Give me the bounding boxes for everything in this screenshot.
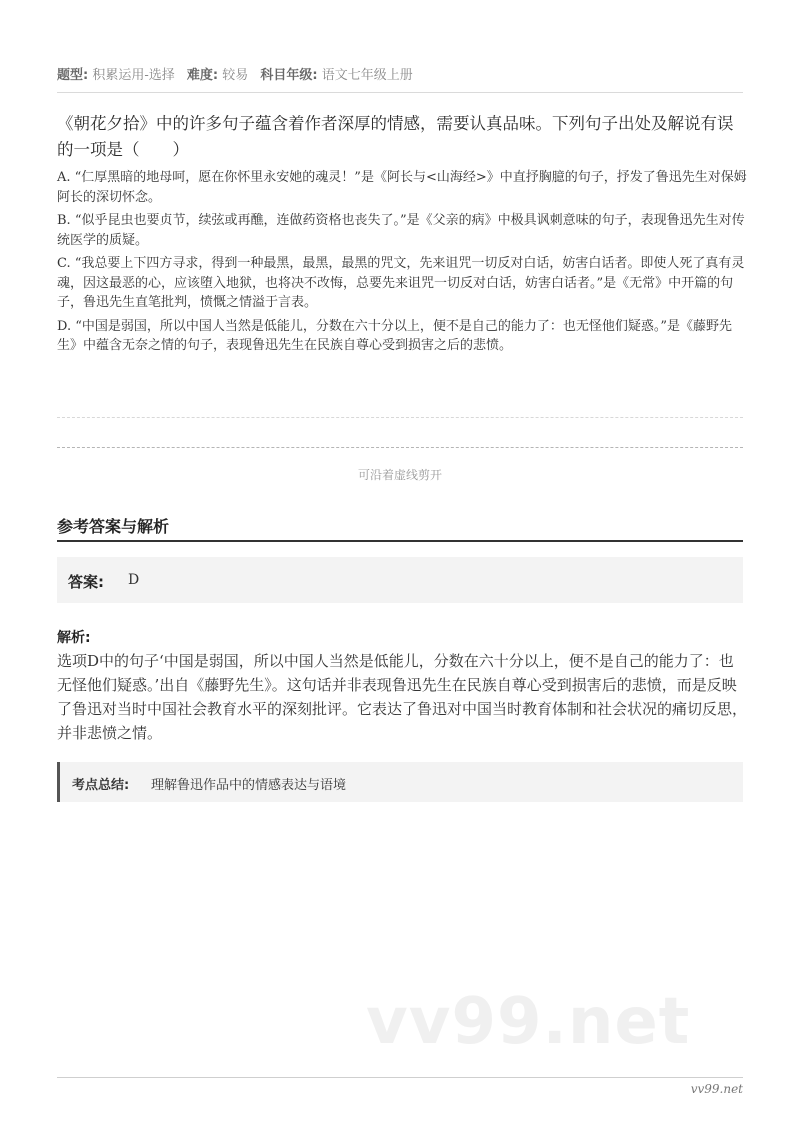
- header-divider: [57, 92, 743, 93]
- watermark: vv99.net: [366, 985, 691, 1059]
- option-c: C. “我总要上下四方寻求，得到一种最黑，最黑，最黑的咒文，先来诅咒一切反对白话，妨害白话者。即使人死了真有灵魂，因这最恶的心，应该堕入地狱，也将决不改悔，总要先来诅咒一切反对白话，妨害白话者。”是《无常》中开篇的句子，鲁迅先生直笔批判，愤慨之情溢于言表。: [57, 256, 745, 310]
- option-b: B. “似乎昆虫也要贞节，续弦或再醮，连做药资格也丧失了。”是《父亲的病》中极具讽刺意味的句子，表现鲁迅先生对传统医学的质疑。: [57, 213, 745, 248]
- grade-value: 语文七年级上册: [321, 68, 413, 83]
- analysis-text: 选项D中的句子‘中国是弱国，所以中国人当然是低能儿，分数在六十分以上，便不是自己的能力了：也无怪他们疑惑。’出自《藤野先生》。这句话并非表现鲁迅先生在民族自尊心受到损害后的悲愤，而是反映了鲁迅对当时中国社会教育水平的深刻批评。它表达了鲁迅对中国当时教育体制和社会状况的痛切反思，并非悲愤之情。: [57, 652, 748, 742]
- type-value: 积累运用-选择: [92, 68, 175, 83]
- option-d: D. “中国是弱国，所以中国人当然是低能儿，分数在六十分以上，便不是自己的能力了：也无怪他们疑惑。”是《藤野先生》中蕴含无奈之情的句子，表现鲁迅先生在民族自尊心受到损害之后的悲愤。: [57, 318, 733, 353]
- answer-section-title: 参考答案与解析: [57, 517, 170, 536]
- answer-value: D: [128, 572, 140, 588]
- answer-box: [57, 557, 743, 603]
- footer-site: vv99.net: [690, 1082, 743, 1096]
- analysis-label: 解析:: [57, 630, 91, 646]
- section-divider: [57, 540, 743, 542]
- key-point-value: 理解鲁迅作品中的情感表达与语境: [151, 778, 347, 793]
- footer-divider: [57, 1077, 743, 1078]
- answer-options: [57, 168, 747, 360]
- question-stem: 《朝花夕拾》中的许多句子蕴含着作者深厚的情感，需要认真品味。下列句子出处及解说有误的一项是（ ）: [57, 114, 734, 159]
- difficulty-value: 较易: [222, 68, 249, 83]
- cut-line-label: 可沿着虚线剪开: [357, 468, 442, 482]
- difficulty-label: 难度:: [186, 68, 219, 83]
- option-a: A. “仁厚黑暗的地母呵，愿在你怀里永安她的魂灵！”是《阿长与<山海经>》中直抒胸臆的句子，抒发了鲁迅先生对保姆阿长的深切怀念。: [57, 170, 747, 205]
- cut-line: [57, 447, 743, 448]
- key-point-label: 考点总结:: [72, 778, 130, 793]
- type-label: 题型:: [57, 68, 89, 83]
- cut-line-light: [57, 417, 743, 418]
- answer-label: 答案:: [68, 573, 104, 591]
- question-meta: [57, 64, 421, 83]
- grade-label: 科目年级:: [260, 68, 318, 83]
